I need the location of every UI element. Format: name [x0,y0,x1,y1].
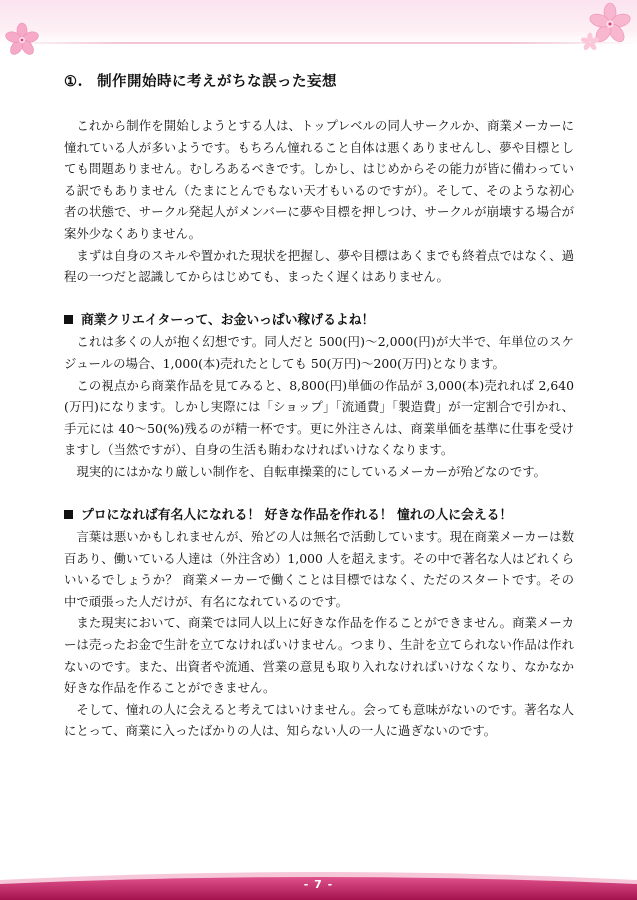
paragraph: この視点から商業作品を見てみると、8,800(円)単価の作品が 3,000(本)売れれば 2,640(万円)になります。しかし実際には「ショップ」「流通費」「製造費」が一定割合で引かれ、手元には 40～50(%)残るのが精一杯です。更に外注さんは、商業単価を基準に仕事を受けますし（当然ですが）、自身の生活も賄わなければいけなくなります。 [64,377,574,458]
paragraph: 現実的にはかなり厳しい制作を、自転車操業的にしているメーカーが殆どなのです。 [76,463,546,479]
paragraph: まずは自身のスキルや置かれた現状を把握し、夢や目標はあくまでも終着点ではなく、過程の一つだと認識してからはじめても、まったく遅くはありません。 [64,247,574,285]
cherry-blossom-icon [2,20,42,60]
paragraph: これは多くの人が抱く幻想です。同人だと 500(円)～2,000(円)が大半で、年単位のスケジュールの場合、1,000(本)売れたとしても 50(万円)～200(万円)となります。 [64,334,574,371]
square-bullet-icon [64,510,73,519]
subsection-heading [64,310,574,332]
section-title [64,70,574,91]
header-band [0,0,637,44]
subsection-heading-text: プロになれば有名人になれる！ 好きな作品を作れる！ 憧れの人に会える！ [81,507,513,523]
paragraph: そして、憧れの人に会えると考えてはいけません。会っても意味がないのです。著名な人にとって、商業に入ったばかりの人は、知らない人の一人に過ぎないのです。 [64,701,574,739]
paragraph: これから制作を開始しようとする人は、トップレベルの同人サークルか、商業メーカーに憧れている人が多いようです。もちろん憧れること自体は悪くありませんし、夢や目標としても問題ありません。むしろあるべきです。しかし、はじめからその能力が皆に備わっている訳でもありません（たまにとんでもない天才もいるのですが）。そして、そのような初心者の状態で、サークル発起人がメンバーに夢や目標を押しつけ、サークルが崩壊する場合が案外少なくありません。 [64,118,574,241]
paragraph: 言葉は悪いかもしれませんが、殆どの人は無名で活動しています。現在商業メーカーは数百あり、働いている人達は（外注含め）1,000 人を超えます。その中で著名な人はどれくらいいるでしょうか？ 商業メーカーで働くことは目標ではなく、ただのスタートです。その中で頑張った人だけが、有名になれているのです。 [64,529,574,609]
cherry-blossom-icon [580,0,636,52]
subsection-heading [64,505,574,527]
subsection-heading-text: 商業クリエイターって、お金いっぱい稼げるよね！ [81,312,375,328]
section-number: ①. [64,73,84,90]
paragraph: また現実において、商業では同人以上に好きな作品を作ることができません。商業メーカーは売ったお金で生計を立てなければいけません。つまり、生計を立てられない作品は作れないのです。また、出資者や流通、営業の意見も取り入れなければいけなくなり、なかなか好きな作品を作ることができません。 [64,615,574,696]
page-number: - 7 - [303,878,334,891]
page-content [64,70,574,742]
square-bullet-icon [64,315,73,324]
section-title-text: 制作開始時に考えがちな誤った妄想 [97,73,338,90]
